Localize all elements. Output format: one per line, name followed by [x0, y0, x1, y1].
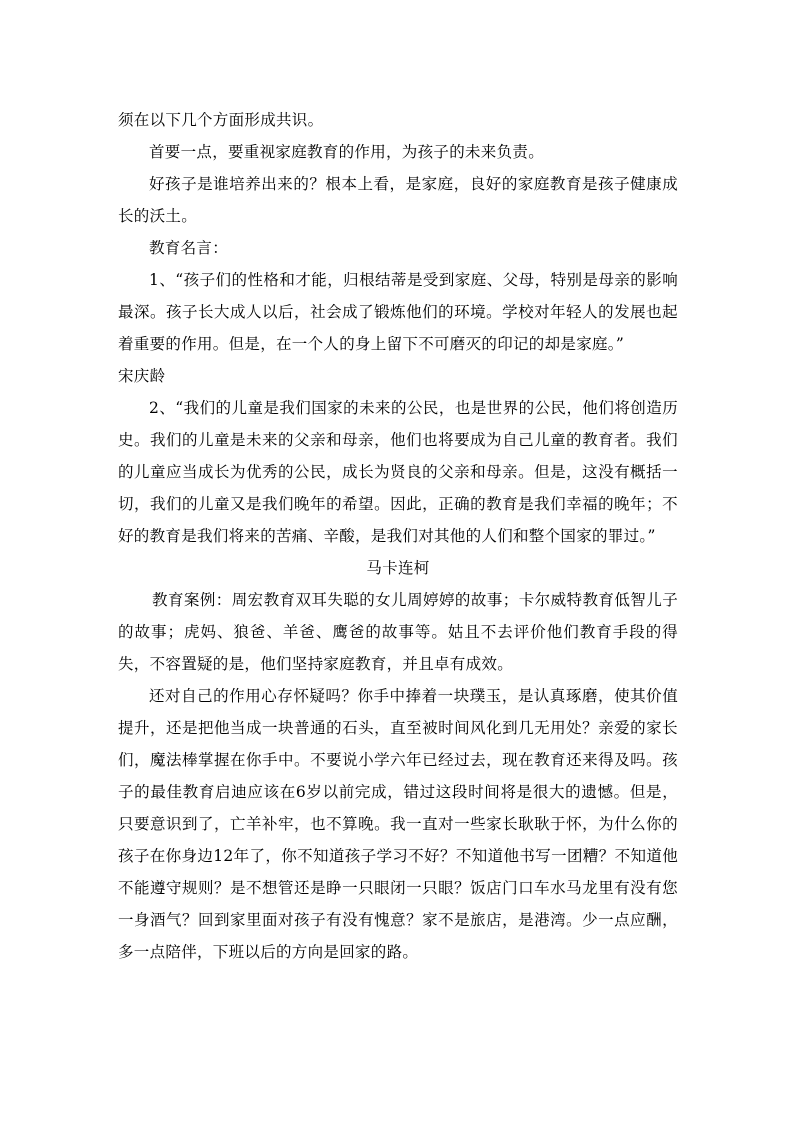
- quote-1-author: 宋庆龄: [118, 367, 166, 385]
- quote-2: 2、“我们的儿童是我们国家的未来的公民，也是世界的公民，他们将创造历史。我们的儿童是未来的父亲和母亲，他们也将要成为自己儿童的教育者。我们的儿童应当成长为优秀的公民，成长为贤良的父亲和母亲。但是，这没有概括一切，我们的儿童又是我们晚年的希望。因此，正确的教育是我们幸福的晚年；不好的教育是我们将来的苦痛、辛酸，是我们对其他的人们和整个国家的罪过。”: [118, 399, 678, 545]
- paragraph-first-point: 首要一点，要重视家庭教育的作用，为孩子的未来负责。: [149, 143, 545, 161]
- heading-education-quotes: 教育名言：: [149, 239, 229, 257]
- paragraph-education-cases: 教育案例：周宏教育双耳失聪的女儿周婷婷的故事；卡尔威特教育低智儿子的故事；虎妈、狼爸、羊爸、鹰爸的故事等。姑且不去评价他们教育手段的得失，不容置疑的是，他们坚持家庭教育，并且卓有成效。: [118, 591, 678, 673]
- quote-1: 1、“孩子们的性格和才能，归根结蒂是受到家庭、父母，特别是母亲的影响最深。孩子长大成人以后，社会成了锻炼他们的环境。学校对年轻人的发展也起着重要的作用。但是，在一个人的身上留下不可磨灭的印记的却是家庭。”: [118, 271, 678, 353]
- paragraph-continuation: 须在以下几个方面形成共识。: [118, 111, 324, 129]
- document-page: [118, 104, 678, 968]
- paragraph-good-child: 好孩子是谁培养出来的？根本上看，是家庭，良好的家庭教育是孩子健康成长的沃土。: [118, 175, 678, 225]
- paragraph-parent-role: 还对自己的作用心存怀疑吗？你手中捧着一块璞玉，是认真琢磨，使其价值提升，还是把他当成一块普通的石头，直至被时间风化到几无用处？亲爱的家长们，魔法棒掌握在你手中。不要说小学六年已经过去，现在教育还来得及吗。孩子的最佳教育启迪应该在6岁以前完成，错过这段时间将是很大的遗憾。但是，只要意识到了，亡羊补牢，也不算晚。我一直对一些家长耿耿于怀，为什么你的孩子在你身边12年了，你不知道孩子学习不好？不知道他书写一团糟？不知道他不能遵守规则？是不想管还是睁一只眼闭一只眼？饭店门口车水马龙里有没有您一身酒气？回到家里面对孩子有没有愧意？家不是旅店，是港湾。少一点应酬，多一点陪伴，下班以后的方向是回家的路。: [118, 687, 678, 961]
- quote-2-author: 马卡连柯: [366, 559, 430, 577]
